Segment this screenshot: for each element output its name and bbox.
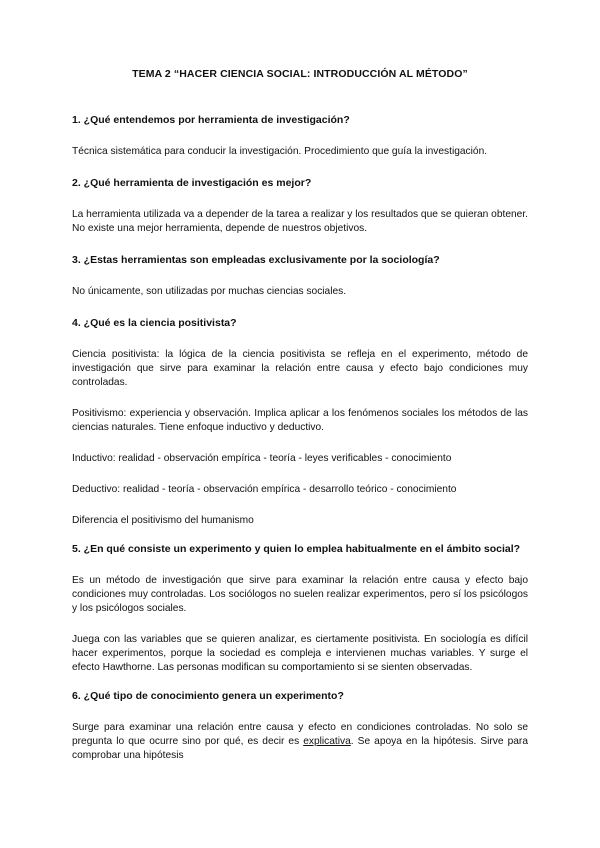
answer-5-paragraph-2: Juega con las variables que se quieren analizar, es ciertamente positivista. En sociología es difícil hacer experimentos, porque la sociedad es compleja e intervienen muchas variables. Y surge el efecto Hawthorne. Las personas modifican su comportamiento si se sienten observadas. [72,634,528,673]
answer-4-paragraph-3: Inductivo: realidad - observación empírica - teoría - leyes verificables - conocimiento [72,453,452,464]
question-2: 2. ¿Qué herramienta de investigación es mejor? [72,177,312,189]
answer-3-paragraph: No únicamente, son utilizadas por muchas ciencias sociales. [72,286,347,297]
question-5: 5. ¿En qué consiste un experimento y quien lo emplea habitualmente en el ámbito social? [72,543,521,555]
question-6: 6. ¿Qué tipo de conocimiento genera un experimento? [72,690,344,702]
question-3: 3. ¿Estas herramientas son empleadas exclusivamente por la sociología? [72,254,440,266]
question-4: 4. ¿Qué es la ciencia positivista? [72,317,237,329]
answer-6-text-a: Surge para examinar una relación entre causa y efecto en condiciones controladas. No solo se pregunta lo que ocurre sino por qué, es decir es [72,722,528,747]
answer-5-paragraph-1: Es un método de investigación que sirve para examinar la relación entre causa y efecto bajo condiciones muy controladas. Los sociólogos no suelen realizar experimentos, pero sí los psicólogos y los psicólogos sociales. [72,575,528,614]
answer-4-paragraph-5: Diferencia el positivismo del humanismo [72,515,254,526]
question-1: 1. ¿Qué entendemos por herramienta de investigación? [72,114,350,126]
answer-6-text-b: . Se apoya en la hipótesis. Sirve para comprobar una hipótesis [72,736,528,761]
document-title: TEMA 2 “HACER CIENCIA SOCIAL: INTRODUCCIÓN AL MÉTODO” [132,68,468,80]
answer-2-paragraph: La herramienta utilizada va a depender de la tarea a realizar y los resultados que se quieran obtener. No existe una mejor herramienta, depende de nuestros objetivos. [72,209,528,234]
answer-4-paragraph-2: Positivismo: experiencia y observación. Implica aplicar a los fenómenos sociales los métodos de las ciencias naturales. Tiene enfoque inductivo y deductivo. [72,408,528,433]
answer-1-paragraph: Técnica sistemática para conducir la investigación. Procedimiento que guía la investigación. [72,146,488,157]
answer-4-paragraph-1: Ciencia positivista: la lógica de la ciencia positivista se refleja en el experimento, método de investigación que sirve para examinar la relación entre causa y efecto bajo condiciones muy controladas. [72,349,528,388]
answer-4-paragraph-4: Deductivo: realidad - teoría - observación empírica - desarrollo teórico - conocimiento [72,484,457,495]
answer-6-paragraph [72,721,528,763]
answer-6-underlined-word: explicativa [303,736,351,747]
